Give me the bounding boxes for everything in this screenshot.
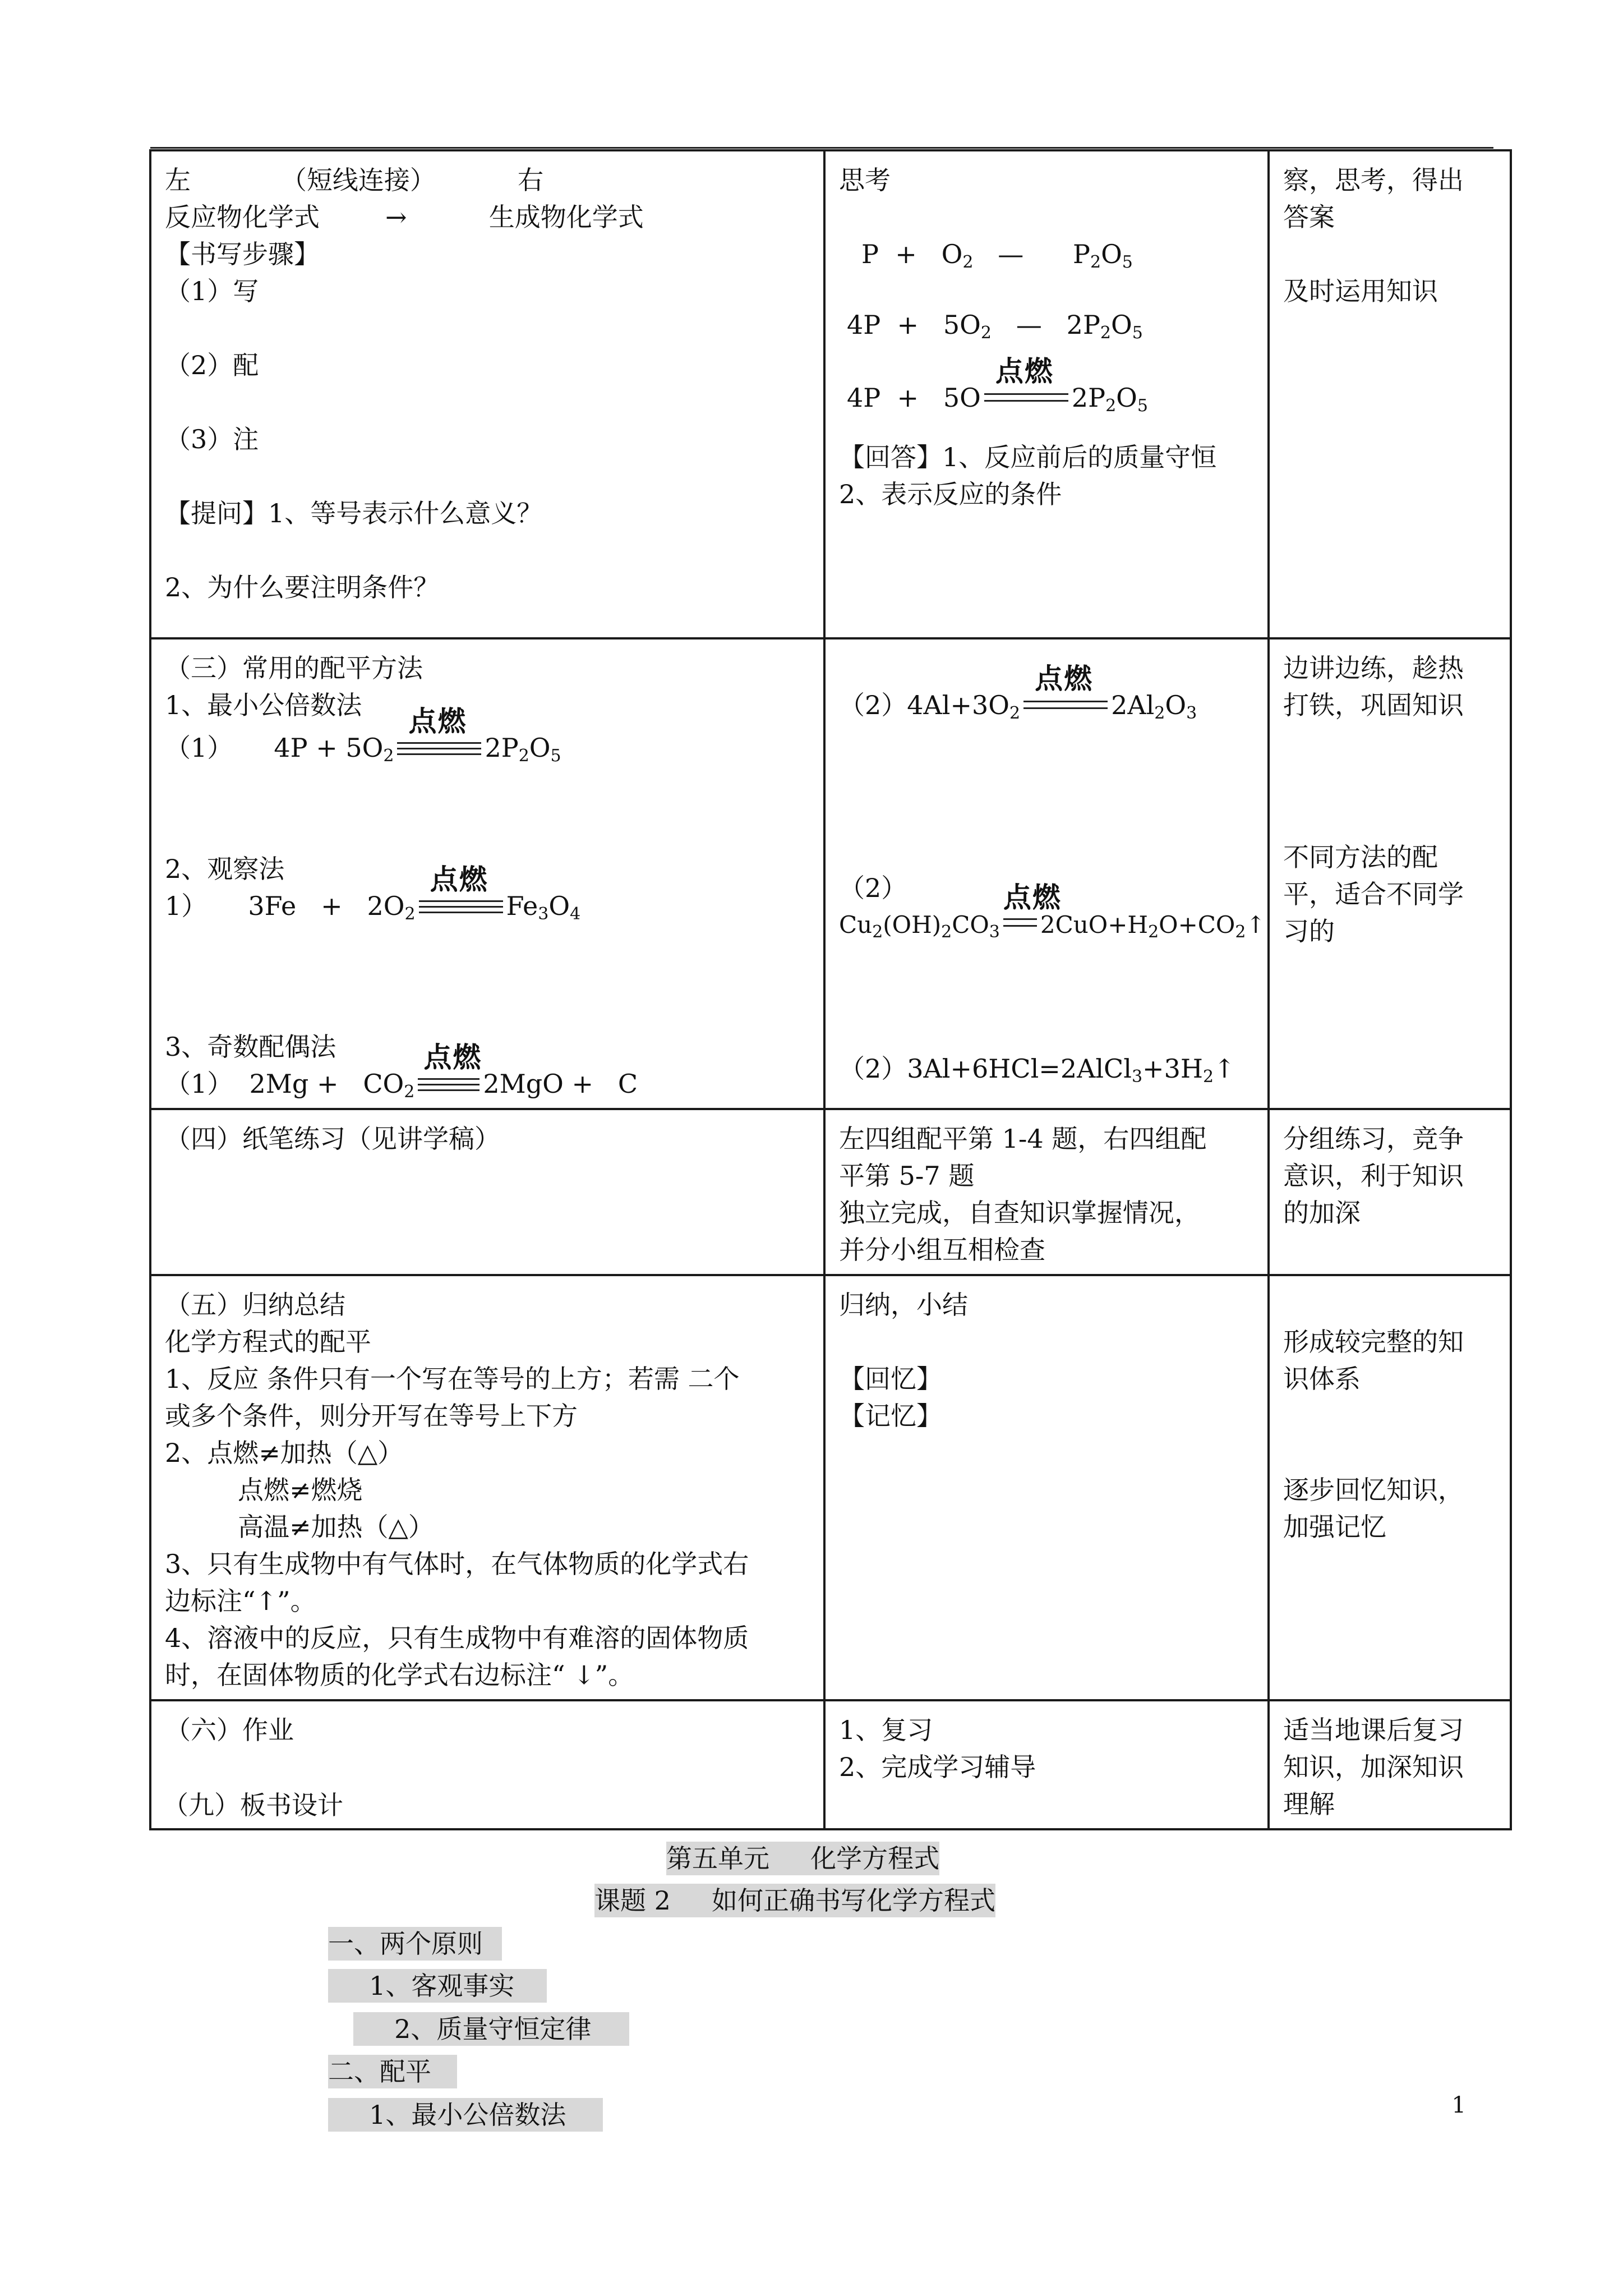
- text-line: 【书写步骤】: [165, 239, 320, 269]
- text-line: 形成较完整的知: [1283, 1327, 1464, 1357]
- lesson-table: [149, 149, 1512, 1830]
- row4-activity-cell: [824, 1275, 1269, 1700]
- reaction-condition-sign: 点燃: [1023, 695, 1108, 717]
- text-line: 4、溶液中的反应，只有生成物中有难溶的固体物质: [165, 1623, 749, 1653]
- text-line: 3、只有生成物中有气体时，在气体物质的化学式右: [165, 1549, 749, 1579]
- text-line: 1、反应 条件只有一个写在等号的上方；若需 二个: [165, 1364, 740, 1394]
- text-line: 【提问】1、等号表示什么意义？: [165, 498, 543, 528]
- equation-line: （1） $2Mg + CO_2$ 点燃 2MgO + C: [165, 1041, 638, 1102]
- text-line: 及时运用知识: [1283, 276, 1438, 306]
- text-line: （五）归纳总结: [165, 1290, 345, 1320]
- text-line: 习的: [1283, 916, 1335, 946]
- text-line: [839, 1323, 1254, 1360]
- text-line: 化学方程式的配平: [165, 1327, 371, 1357]
- text-line: 分组练习，竞争: [1283, 1124, 1464, 1154]
- text-line: 时，在固体物质的化学式右边标注“ ↓”。: [165, 1660, 634, 1690]
- text-line: 独立完成，自查知识掌握情况，: [839, 1198, 1200, 1228]
- table-row: [150, 1700, 1511, 1829]
- gas-arrow-icon: ↑: [1246, 911, 1266, 938]
- board-item: 1、最小公倍数法: [328, 2098, 603, 2132]
- text-line: 2、点燃≠加热（△）: [165, 1438, 404, 1468]
- equation-line: $4P + 5O_2$ — $2P_2O_5$: [847, 310, 1143, 343]
- section-label: （九）板书设计: [163, 1790, 343, 1820]
- text-line: [165, 458, 810, 495]
- row2-content-cell: [150, 638, 824, 1109]
- equation-line: （1） $4P + 5O_2$ 点燃 $2P_2O_5$: [165, 705, 561, 766]
- table-row: [150, 638, 1511, 1109]
- equation-line: 1） $3Fe + 2O_2$ 点燃 $Fe_3O_4$: [165, 863, 581, 924]
- text-line: 思考: [839, 165, 891, 195]
- text-line: 2、表示反应的条件: [839, 479, 1062, 509]
- text-line: 【记忆】: [839, 1401, 942, 1431]
- text-line: 1、复习: [839, 1715, 933, 1745]
- row1-purpose-cell: [1269, 150, 1511, 638]
- board-title: 第五单元 化学方程式: [666, 1842, 939, 1875]
- text-line: 3、奇数配偶法: [165, 1032, 336, 1062]
- text-line: （2）: [839, 873, 907, 903]
- table-row: [150, 1109, 1511, 1275]
- text-line: （六）作业: [165, 1715, 294, 1745]
- reaction-condition-sign: 点燃: [1003, 914, 1037, 936]
- text-line: 边讲边练，趁热: [1283, 653, 1464, 683]
- text-line: 知识，加深知识: [1283, 1752, 1464, 1782]
- row3-activity-cell: [824, 1109, 1269, 1275]
- text-line: 或多个条件，则分开写在等号上下方: [165, 1401, 578, 1431]
- text-line: （2）配: [165, 350, 259, 380]
- reaction-condition-sign: 点燃: [984, 388, 1068, 410]
- text-line: （三）常用的配平方法: [165, 653, 423, 683]
- reaction-condition-sign: 点燃: [419, 896, 503, 918]
- equation-line: $Cu_2(OH)_2CO_3$ 点燃 $2CuO+H_2O+CO_2↑$: [839, 881, 1266, 942]
- board-item: 2、质量守恒定律: [353, 2012, 629, 2046]
- text-line: 边标注“↑”。: [165, 1586, 316, 1616]
- row4-purpose-cell: [1269, 1275, 1511, 1700]
- text-line: 加强记忆: [1283, 1512, 1386, 1542]
- board-item: 二、配平: [328, 2055, 457, 2088]
- page-number: 1: [1451, 2092, 1466, 2118]
- reaction-condition-sign: 点燃: [397, 738, 481, 760]
- text-line: [1283, 236, 1496, 273]
- text-line: 适当地课后复习: [1283, 1715, 1464, 1745]
- text-line: 逐步回忆知识，: [1283, 1475, 1464, 1505]
- text-line: 的加深: [1283, 1198, 1361, 1228]
- text-line: （1）写: [165, 276, 259, 306]
- text-line: 1、最小公倍数法: [165, 690, 362, 720]
- text-line: [165, 384, 810, 421]
- row2-activity-cell: [824, 638, 1269, 1109]
- row5-activity-cell: [824, 1700, 1269, 1829]
- equation-line: $P + O_2$ — $P_2O_5$: [861, 239, 1133, 272]
- text-line: （四）纸笔练习（见讲学稿）: [165, 1124, 500, 1154]
- text-line: 平第 5-7 题: [839, 1161, 975, 1191]
- text-line: 平，适合不同学: [1283, 879, 1464, 909]
- row2-purpose-cell: [1269, 638, 1511, 1109]
- text-line: （3）注: [165, 424, 259, 454]
- top-rule: [150, 147, 1493, 149]
- text-line: 不同方法的配: [1283, 842, 1438, 872]
- text-line: 打铁，巩固知识: [1283, 690, 1464, 720]
- text-line: 【回忆】: [839, 1364, 942, 1394]
- row4-content-cell: [150, 1275, 824, 1700]
- text-line: 答案: [1283, 202, 1335, 232]
- row3-content-cell: [150, 1109, 824, 1275]
- text-line: 察，思考，得出: [1283, 165, 1464, 195]
- text-line: [165, 310, 810, 347]
- text-line: 并分小组互相检查: [839, 1235, 1045, 1265]
- text-line: 理解: [1283, 1789, 1335, 1819]
- text-line: 反应物化学式 → 生成物化学式: [165, 202, 644, 232]
- row3-purpose-cell: [1269, 1109, 1511, 1275]
- text-line: 点燃≠燃烧: [238, 1475, 363, 1505]
- board-subtitle: 课题 2 如何正确书写化学方程式: [594, 1884, 995, 1917]
- text-line: 左四组配平第 1-4 题，右四组配: [839, 1124, 1207, 1154]
- equation-line: $(2)4Al+3O_2$ 点燃 $2Al_2O_3$: [839, 662, 1197, 723]
- text-line: 2、观察法: [165, 854, 285, 884]
- text-line: 2、为什么要注明条件？: [165, 572, 440, 602]
- text-line: 意识，利于知识: [1283, 1161, 1464, 1191]
- board-item: 1、客观事实: [328, 1969, 547, 2003]
- text-line: 2、完成学习辅导: [839, 1752, 1036, 1782]
- text-line: 左 （短线连接） 右: [165, 165, 544, 195]
- text-line: 【回答】1、反应前后的质量守恒: [839, 442, 1217, 472]
- table-row: [150, 150, 1511, 638]
- text-line: 归纳，小结: [839, 1290, 968, 1320]
- board-item: 一、两个原则: [328, 1927, 502, 1961]
- gas-arrow-icon: ↑: [1214, 1053, 1235, 1084]
- row1-activity-cell: [824, 150, 1269, 638]
- text-line: 识体系: [1283, 1364, 1361, 1394]
- text-line: [165, 532, 810, 569]
- equation-line: 4P + 5O 点燃 $2P_2O_5$: [847, 355, 1148, 416]
- equation-line: $(2)3Al+6HCl=2AlCl_3+3H_2↑$: [839, 1053, 1235, 1087]
- text-line: 高温≠加热（△）: [238, 1512, 434, 1542]
- text-line: [1283, 1397, 1496, 1434]
- reaction-condition-sign: 点燃: [418, 1074, 479, 1096]
- text-line: [1283, 1434, 1496, 1471]
- row1-content-cell: [150, 150, 824, 638]
- table-row: [150, 1275, 1511, 1700]
- row5-purpose-cell: [1269, 1700, 1511, 1829]
- text-line: [1283, 1286, 1496, 1323]
